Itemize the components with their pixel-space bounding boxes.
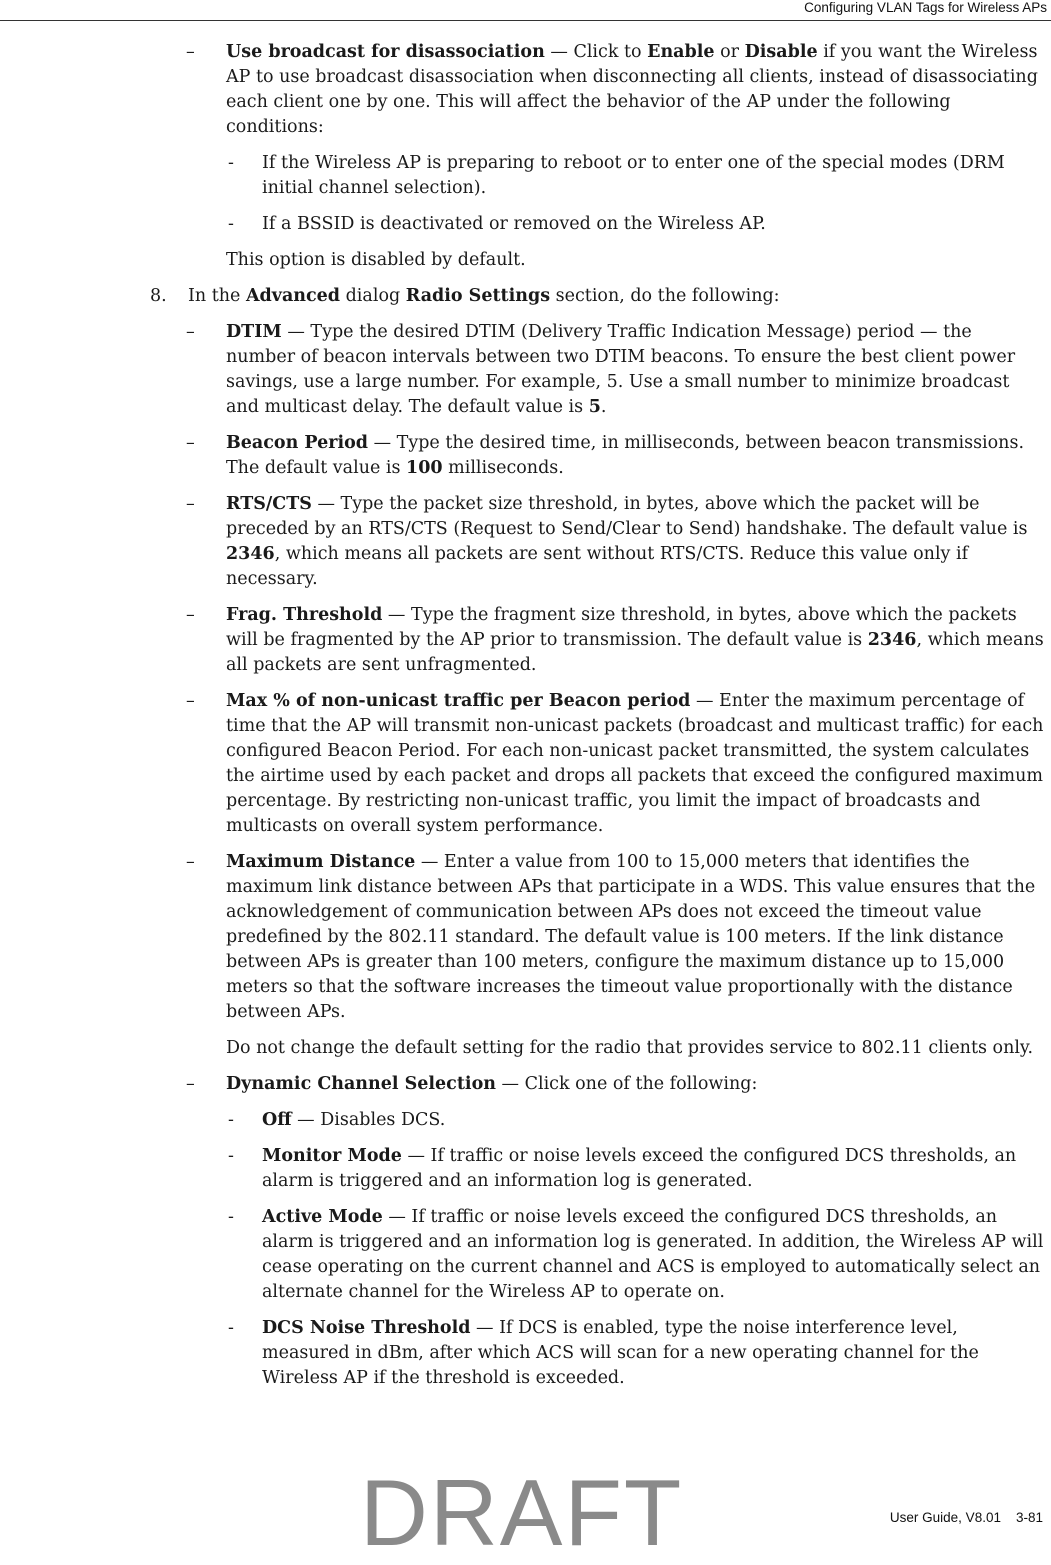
list-item-frag-threshold: – Frag. Threshold — Type the fragment size threshold, in bytes, above which the packets will be fragmented by the AP prior to transmission. The default value is 2346, which means all packets are sent unfragmented. xyxy=(186,605,1044,675)
term-maximum-distance: Maximum Distance xyxy=(226,852,416,872)
sub-item-dcs-noise-threshold: - DCS Noise Threshold — If DCS is enabled, type the noise interference level, measured in dBm, after which ACS will scan for a new operating channel for the Wireless AP if the threshold is exceeded. xyxy=(228,1318,979,1388)
sub-item-monitor-mode: - Monitor Mode — If traffic or noise levels exceed the configured DCS thresholds, an alarm is triggered and an information log is generated. xyxy=(228,1146,1017,1191)
term-dcs-noise-threshold: DCS Noise Threshold xyxy=(262,1318,471,1338)
hyphen-marker: - xyxy=(228,1207,234,1227)
hyphen-marker: - xyxy=(228,1110,234,1130)
note-disabled-default: This option is disabled by default. xyxy=(226,250,526,270)
term-disable: Disable xyxy=(744,42,818,62)
dash-marker: – xyxy=(186,494,195,514)
sub-item-off: - Off — Disables DCS. xyxy=(0,1108,1051,1133)
list-item-beacon-period: – Beacon Period — Type the desired time, in milliseconds, between beacon transmissions. The default value is 100 milliseconds. xyxy=(186,433,1025,478)
hyphen-marker: - xyxy=(228,1146,234,1166)
term-use-broadcast: Use broadcast for disassociation xyxy=(226,42,545,62)
term-dynamic-channel-selection: Dynamic Channel Selection xyxy=(226,1074,496,1094)
dash-marker: – xyxy=(186,42,195,62)
step-8: 8. In the Advanced dialog Radio Settings section, do the following: xyxy=(0,284,1051,309)
sub-item-reboot: - If the Wireless AP is preparing to reboot or to enter one of the special modes (DRM initial channel selection). xyxy=(228,153,1005,198)
list-item-maximum-distance: – Maximum Distance — Enter a value from 100 to 15,000 meters that identifies the maximum link distance between APs that participate in a WDS. This value ensures that the acknowledgement of communication between APs does not exceed the timeout value predefined by the 802.11 standard. The default value is 100 meters. If the link distance between APs is greater than 100 meters, configure the maximum distance up to 15,000 meters so that the software increases the timeout value proportionally with the distance between APs. xyxy=(186,852,1036,1022)
list-item-broadcast-disassociation: – Use broadcast for disassociation — Click to Enable or Disable if you want the Wireless AP to use broadcast disassociation when disconnecting all clients, instead of disassociating each client one by one. This will affect the behavior of the AP under the following conditions: xyxy=(186,42,1038,137)
page-body xyxy=(0,40,1051,1402)
dash-marker: – xyxy=(186,322,195,342)
term-off: Off xyxy=(262,1110,292,1130)
dash-marker: – xyxy=(186,433,195,453)
term-radio-settings: Radio Settings xyxy=(405,286,551,306)
running-header: Configuring VLAN Tags for Wireless APs xyxy=(804,0,1047,15)
hyphen-marker: - xyxy=(228,153,234,173)
term-frag-threshold: Frag. Threshold xyxy=(226,605,383,625)
term-dtim: DTIM xyxy=(226,322,282,342)
note-default-setting: Do not change the default setting for the radio that provides service to 802.11 clients only. xyxy=(226,1038,1034,1058)
dash-marker: – xyxy=(186,691,195,711)
header-rule xyxy=(0,20,1051,21)
list-item-rts-cts: – RTS/CTS — Type the packet size threshold, in bytes, above which the packet will be preceded by an RTS/CTS (Request to Send/Clear to Send) handshake. The default value is 2346, which means all packets are sent without RTS/CTS. Reduce this value only if necessary. xyxy=(186,494,1028,589)
sub-item-bssid: - If a BSSID is deactivated or removed on the Wireless AP. xyxy=(0,212,1051,237)
term-advanced: Advanced xyxy=(245,286,341,306)
term-rts-cts: RTS/CTS xyxy=(226,494,312,514)
list-item-max-non-unicast: – Max % of non-unicast traffic per Beacon period — Enter the maximum percentage of time that the AP will transmit non-unicast packets (broadcast and multicast traffic) for each configured Beacon Period. For each non-unicast packet transmitted, the system calculates the airtime used by each packet and drops all packets that exceed the configured maximum percentage. By restricting non-unicast traffic, you limit the impact of broadcasts and multicasts on overall system performance. xyxy=(186,691,1044,836)
hyphen-marker: - xyxy=(228,214,234,234)
term-max-non-unicast: Max % of non-unicast traffic per Beacon period xyxy=(226,691,691,711)
dash-marker: – xyxy=(186,1074,195,1094)
sub-item-active-mode: - Active Mode — If traffic or noise levels exceed the configured DCS thresholds, an alarm is triggered and an information log is generated. In addition, the Wireless AP will cease operating on the current channel and ACS is employed to automatically select an alternate channel for the Wireless AP to operate on. xyxy=(228,1207,1044,1302)
term-enable: Enable xyxy=(647,42,715,62)
draft-watermark: DRAFT xyxy=(360,1460,684,1565)
hyphen-marker: - xyxy=(228,1318,234,1338)
dash-marker: – xyxy=(186,852,195,872)
term-monitor-mode: Monitor Mode xyxy=(262,1146,402,1166)
step-number: 8. xyxy=(150,286,167,306)
term-beacon-period: Beacon Period xyxy=(226,433,369,453)
dash-marker: – xyxy=(186,605,195,625)
list-item-dynamic-channel-selection: – Dynamic Channel Selection — Click one of the following: xyxy=(0,1072,1051,1097)
term-active-mode: Active Mode xyxy=(262,1207,383,1227)
page-footer: User Guide, V8.01 3-81 xyxy=(889,1510,1043,1525)
list-item-dtim: – DTIM — Type the desired DTIM (Delivery Traffic Indication Message) period — the number of beacon intervals between two DTIM beacons. To ensure the best client power savings, use a large number. For example, 5. Use a small number to minimize broadcast and multicast delay. The default value is 5. xyxy=(186,322,1016,417)
